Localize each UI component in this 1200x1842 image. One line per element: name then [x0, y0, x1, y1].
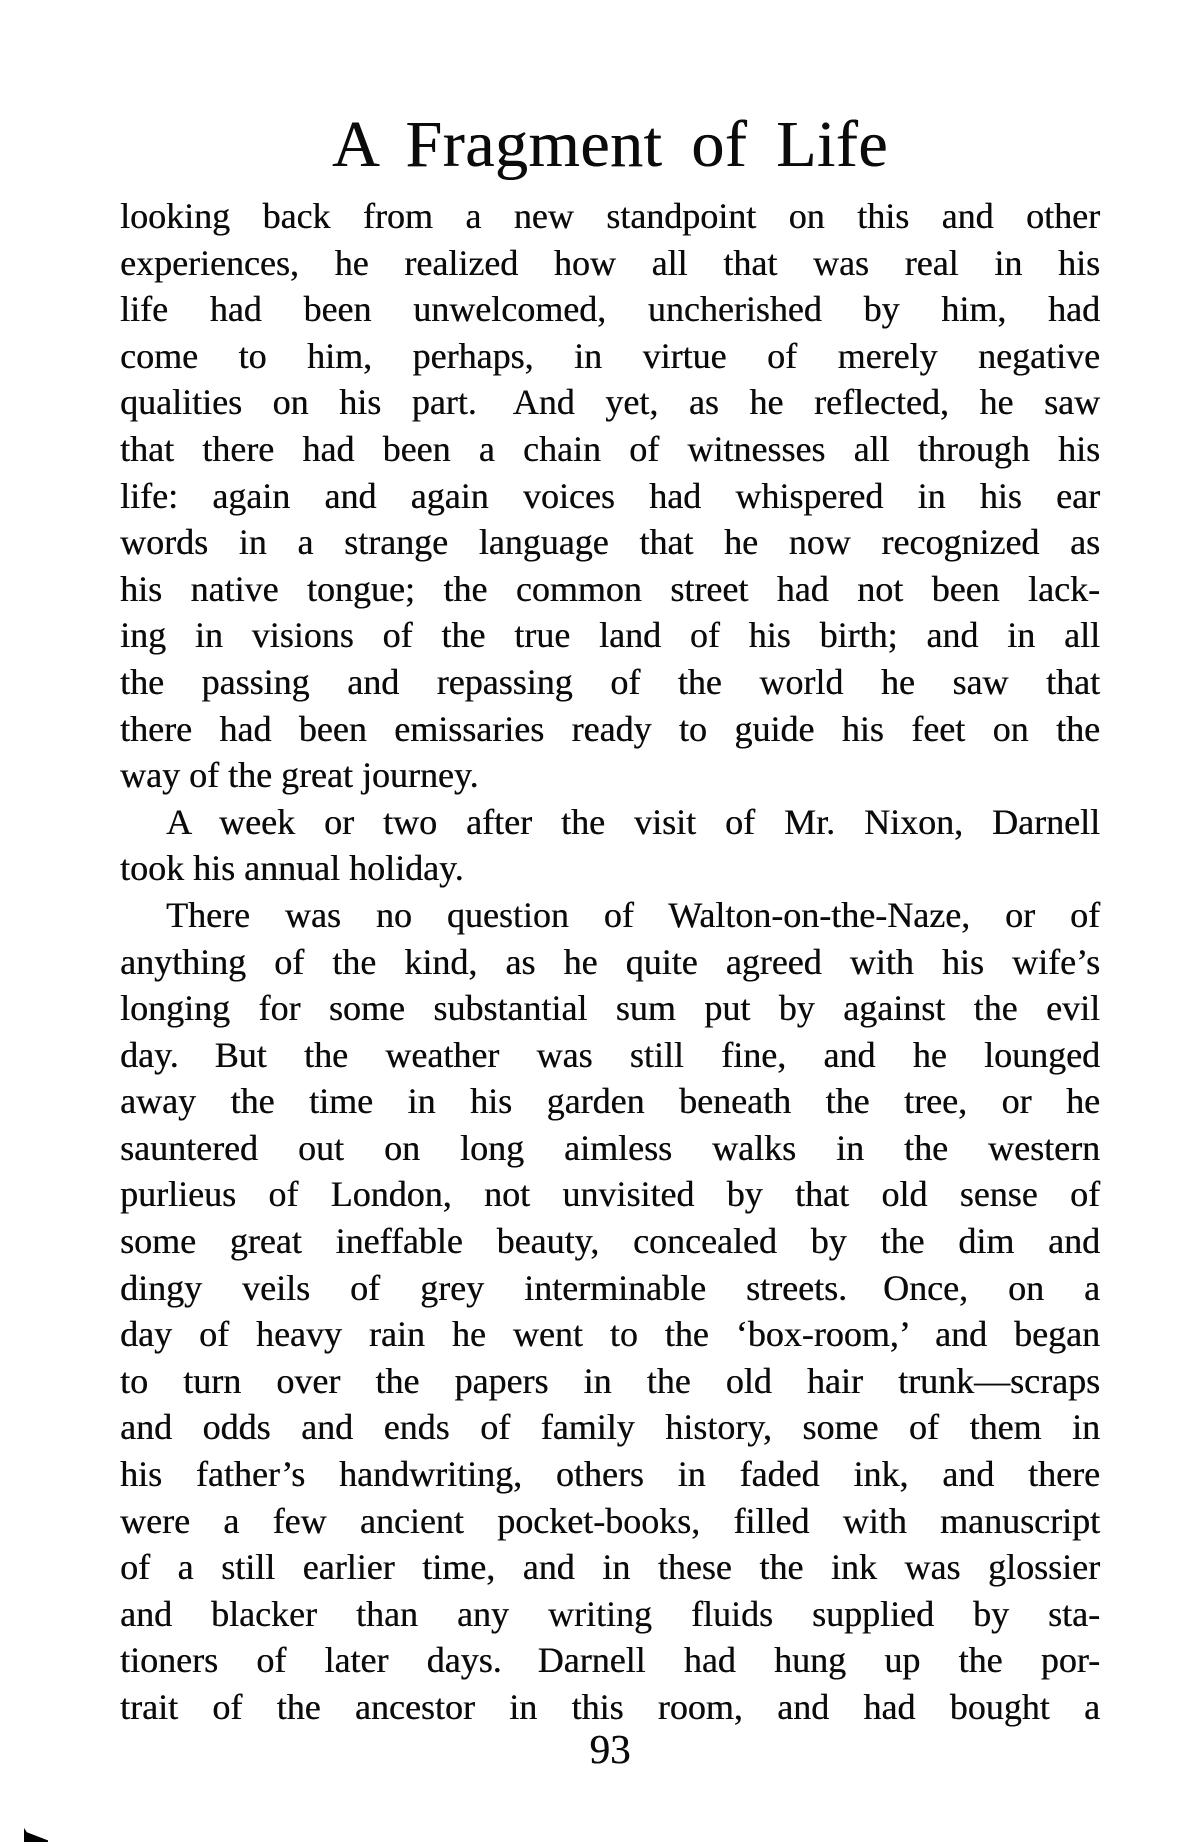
text-line: to turn over the papers in the old hair trunk—scraps [120, 1360, 1100, 1401]
text-line: anything of the kind, as he quite agreed with his wife’s [120, 941, 1100, 982]
text-line: words in a strange language that he now recognized as [120, 522, 1100, 563]
text-line: his native tongue; the common street had not been lack- [120, 568, 1100, 609]
text-line: looking back from a new standpoint on this and other [120, 196, 1100, 236]
text-line: come to him, perhaps, in virtue of merely negative [120, 335, 1100, 376]
text-line: and blacker than any writing fluids supplied by sta- [120, 1593, 1100, 1634]
text-line: there had been emissaries ready to guide his feet on the [120, 708, 1100, 749]
text-line: There was no question of Walton-on-the-Naze, or of [166, 894, 1100, 935]
text-line: tioners of later days. Darnell had hung up the por- [120, 1640, 1100, 1681]
text-line: his father’s handwriting, others in faded ink, and there [120, 1454, 1100, 1495]
text-line: qualities on his part. And yet, as he reflected, he saw [120, 382, 1100, 423]
text-line: that there had been a chain of witnesses all through his [120, 428, 1100, 469]
text-line: way of the great journey. [120, 755, 479, 796]
text-line: longing for some substantial sum put by against the evil [120, 988, 1100, 1029]
page-title: A Fragment of Life [331, 108, 888, 181]
text-line: the passing and repassing of the world he saw that [120, 661, 1100, 702]
text-line: and odds and ends of family history, some of them in [120, 1407, 1100, 1448]
text-line: purlieus of London, not unvisited by that old sense of [120, 1174, 1100, 1215]
text-line: life: again and again voices had whispered in his ear [120, 475, 1100, 516]
body-text [120, 193, 1100, 1731]
text-line: took his annual holiday. [120, 848, 464, 889]
text-line: day. But the weather was still fine, and he lounged [120, 1034, 1100, 1075]
text-line: of a still earlier time, and in these the ink was glossier [120, 1547, 1100, 1588]
text-line: dingy veils of grey interminable streets. Once, on a [120, 1267, 1100, 1308]
scan-artifact-mark [24, 1828, 48, 1842]
page-number: 93 [589, 1726, 631, 1772]
text-line: experiences, he realized how all that was real in his [120, 242, 1100, 283]
text-line: sauntered out on long aimless walks in the western [120, 1127, 1100, 1168]
text-line: were a few ancient pocket-books, filled with manuscript [120, 1500, 1100, 1541]
text-line: day of heavy rain he went to the ‘box-room,’ and began [120, 1314, 1100, 1355]
text-line: A week or two after the visit of Mr. Nixon, Darnell [166, 801, 1100, 842]
text-line: life had been unwelcomed, uncherished by him, had [120, 289, 1100, 330]
text-line: trait of the ancestor in this room, and had bought a [120, 1687, 1100, 1727]
text-line: some great ineffable beauty, concealed by the dim and [120, 1221, 1100, 1262]
text-line: ing in visions of the true land of his birth; and in all [120, 615, 1100, 656]
text-line: away the time in his garden beneath the tree, or he [120, 1081, 1100, 1122]
